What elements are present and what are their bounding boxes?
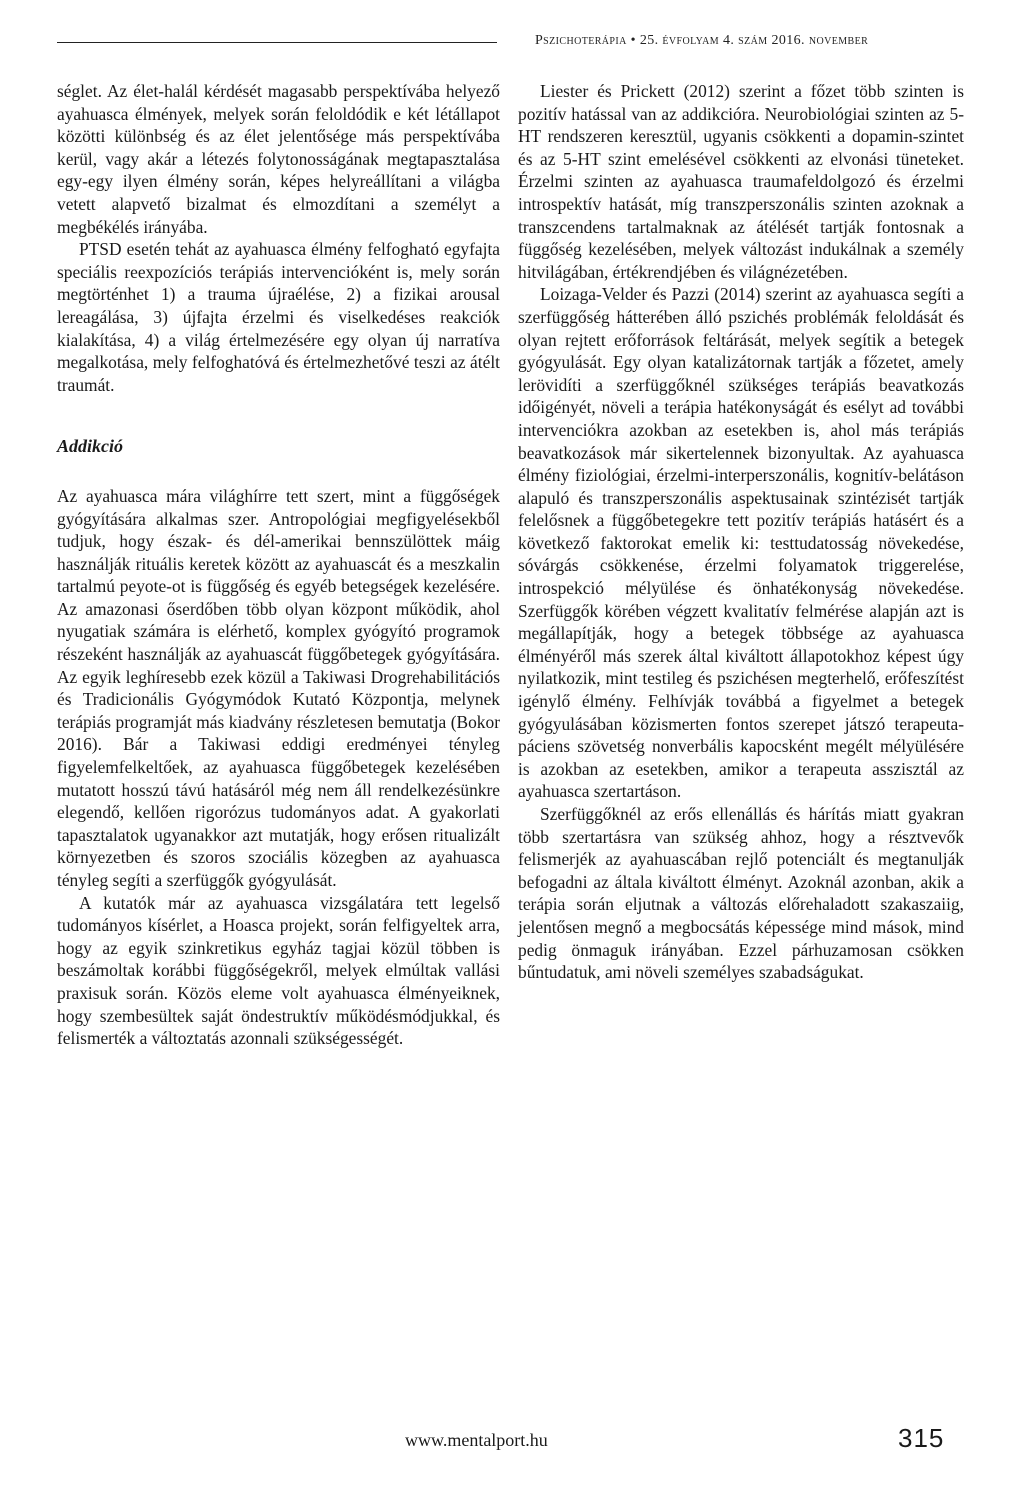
right-paragraph-1: Liester és Prickett (2012) szerint a főzet több szinten is pozitív hatással van az addikcióra. Neurobiológiai szinten az 5-HT rendszeren keresztül, ugyanis csökkenti a dopamin-szintet és az 5-HT szint emelésével csökkenti az elvonási tüneteket. Érzelmi szinten az ayahuasca traumafeldolgozó és érzelmi introspektív hatását, míg transzperszonális szinten azoknak a transzcendens tartalmaknak az átélését tartják fontosnak a függőség kezelésében, melyek változást indukálnak a személy hitvilágában, értékrendjében és világnézetében. <box>518 81 964 282</box>
left-paragraph-2: PTSD esetén tehát az ayahuasca élmény felfogható egyfajta speciális reexpozíciós terápiás intervencióként is, mely során megtörténhet 1) a trauma újraélése, 2) a fizikai arousal lereagálása, 3) újfajta érzelmi és viselkedéses reakciók kialakítása, 4) a világ értelmezésére egy olyan új narratíva megalkotása, mely felfoghatóvá és értelmezhetővé teszi az átélt traumát. <box>57 239 500 395</box>
section-heading-addikcio: Addikció <box>57 436 123 457</box>
left-paragraph-4: A kutatók már az ayahuasca vizsgálatára tett legelső tudományos kísérlet, a Hoasca projekt, során felfigyeltek arra, hogy az egyik szinkretikus egyház tagjai közül többen is beszámoltak korábbi függőségekről, melyek elmúltak vallási praxisuk során. Közös eleme volt ayahuasca élményeiknek, hogy szembesültek saját öndestruktív működésmódjukkal, és felismerték a változtatás azonnali szükségességét. <box>57 892 500 1049</box>
left-column <box>57 80 500 1050</box>
left-paragraph-3: Az ayahuasca mára világhírre tett szert, mint a függőségek gyógyítására alkalmas szer. Antropológiai megfigyelésekből tudjuk, hogy észak- és dél-amerikai bennszülöttek máig használják rituális keretek között az ayahuascát és a meszkalin tartalmú peyote-ot is függőség és egyéb betegségek kezelésére. Az amazonasi őserdőben több olyan központ működik, ahol nyugatiak számára is elérhető, komplex gyógyító programok részeként használják az ayahuascát függőbetegek gyógyítására. Az egyik leghíresebb ezek közül a Takiwasi Drogrehabilitációs és Tradicionális Gyógymódok Kutató Központja, melynek terápiás programját más kiadvány részletesen bemutatja (Bokor 2016). Bár a Takiwasi eddigi eredményei tényleg figyelemfelkeltőek, az ayahuasca függőbetegek kezelésében mutatott hosszú távú hatásáról még nem áll rendelkezésünkre elegendő, kellően rigorózus tudományos adat. A gyakorlati tapasztalatok ugyanakkor azt mutatják, hogy erősen ritualizált környezetben és szoros szociális közegben az ayahuasca tényleg segíti a szerfüggők gyógyulását. <box>57 485 500 890</box>
right-paragraph-2: Loizaga-Velder és Pazzi (2014) szerint az ayahuasca segíti a szerfüggőség hátterében álló pszichés problémák feloldását és olyan rejtett erőforrások feltárását, melyek segítik a betegek gyógyulását. Egy olyan katalizátornak tartják a főzetet, amely lerövidíti a szerfüggőknél szükséges terápiás beavatkozás időigényét, növeli a terápia hatékonyságát és esélyt ad további intervenciókra azokban az esetekben is, ahol más terápiás beavatkozások már sikertelennek bizonyultak. Az ayahuasca élmény fiziológiai, érzelmi-interperszonális, kognitív-belátáson alapuló és transzperszonális aspektusainak szintézisét tartják felelősnek a függőbetegekre tett pozitív terápiás hatásért és a következő faktorokat emelik ki: testtudatosság növekedése, sóvárgás csökkenése, érzelmi folyamatok triggerelése, introspekció mélyülése és önhatékonyság növekedése. Szerfüggők körében végzett kvalitatív felmérése alapján azt is megállapítják, hogy a betegek többsége az ayahuasca élményéről más szerek által kiváltott állapotokhoz képest úgy nyilatkozik, mint testileg és pszichésen megterhelő, erőfeszítést igénylő élmény. Felhívják továbbá a figyelmet a betegek gyógyulásában közismerten fontos szerepet játszó terapeuta-páciens szövetség nonverbális kapocsként megélt mélyülésére is azokban az esetekben, amikor a terapeuta asszisztál az ayahuasca szertartáson. <box>518 284 964 802</box>
left-paragraph-1: séglet. Az élet-halál kérdését magasabb perspektívába helyező ayahuasca élmények, melyek során feloldódik e két létállapot közötti különbség és az élet jelentősége más perspektívába kerül, vagy akár a létezés folytonosságának megtapasztalása egy-egy ilyen élmény során, képes helyreállítani a világba vetett alapvető bizalmat és elmozdítani a személyt a megbékélés irányába. <box>57 81 500 237</box>
right-column <box>518 80 964 984</box>
running-head: Pszichoterápia • 25. évfolyam 4. szám 2016. november <box>535 33 869 48</box>
header-rule <box>57 42 497 43</box>
footer-url: www.mentalport.hu <box>405 1430 548 1450</box>
right-paragraph-3: Szerfüggőknél az erős ellenállás és hárítás miatt gyakran több szertartásra van szükség ahhoz, hogy a résztvevők felismerjék az ayahuascában rejlő potenciált és megtanulják befogadni az általa kiváltott élményt. Azoknál azonban, akik a terápia során eljutnak a változás előrehaladott szakaszaiig, jelentősen megnő a megbocsátás képessége mind mások, mind pedig önmaguk irányában. Ezzel párhuzamosan csökken bűntudatuk, ami növeli személyes szabadságukat. <box>518 804 964 983</box>
page-number: 315 <box>898 1423 945 1453</box>
